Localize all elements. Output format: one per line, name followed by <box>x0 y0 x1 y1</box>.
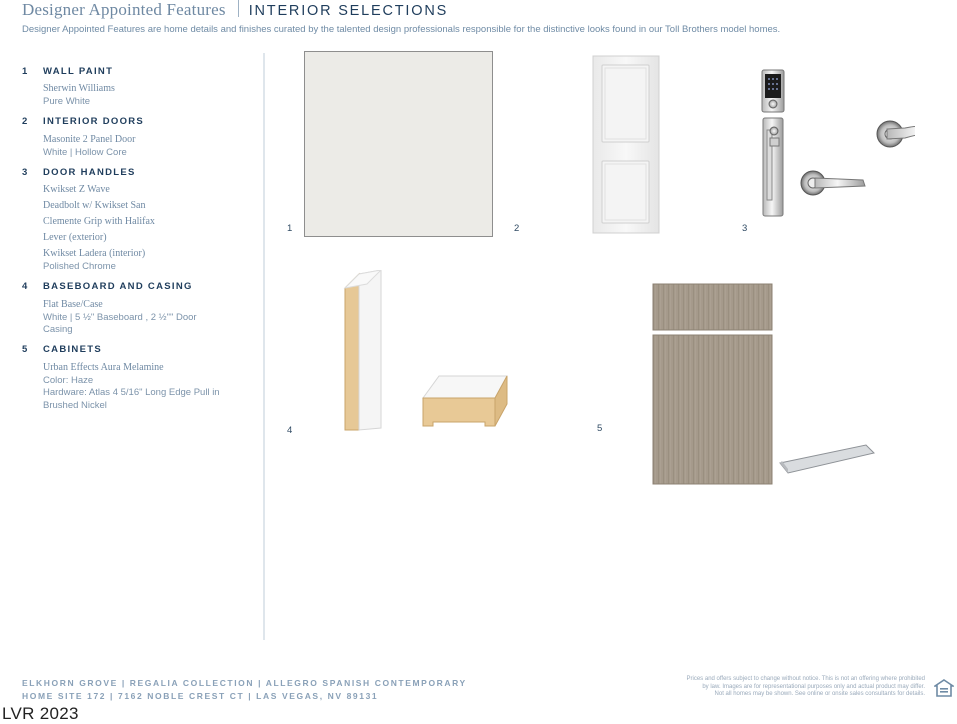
disclaimer-line: by law. Images are for representational purposes only and actual product may differ. <box>702 683 925 690</box>
column-divider <box>263 53 265 640</box>
product-name: Lever (exterior) <box>43 232 107 243</box>
product-detail: Pure White <box>43 96 90 107</box>
product-detail: Polished Chrome <box>43 261 116 272</box>
product-detail: Brushed Nickel <box>43 399 107 411</box>
wall-paint-swatch <box>304 51 494 238</box>
baseboard-casing-image <box>343 270 513 438</box>
door-handles-image <box>755 68 915 220</box>
section-title: CABINETS <box>43 344 102 355</box>
product-name: Deadbolt w/ Kwikset San <box>43 200 146 211</box>
product-name: Kwikset Ladera (interior) <box>43 248 146 259</box>
section-cabinets <box>22 341 257 413</box>
section-number: 1 <box>22 65 29 77</box>
swatch-number-1: 1 <box>287 223 293 234</box>
disclaimer-line: Prices and offers subject to change without notice. This is not an offering where prohibited <box>686 676 925 682</box>
page-subtitle: INTERIOR SELECTIONS <box>248 3 449 19</box>
section-title: WALL PAINT <box>43 65 114 77</box>
product-name: Kwikset Z Wave <box>43 184 110 195</box>
section-number: 3 <box>22 166 29 178</box>
intro-text: Designer Appointed Features are home details and finishes curated by the talented design professionals responsible for the distinctive looks found in our Toll Brothers model homes. <box>22 24 781 35</box>
swatch-number-3: 3 <box>742 223 748 234</box>
equal-housing-icon <box>934 678 954 698</box>
product-name: Masonite 2 Panel Door <box>43 133 136 145</box>
section-title: BASEBOARD AND CASING <box>43 281 193 292</box>
section-number: 2 <box>22 116 29 127</box>
selection-list <box>22 62 257 416</box>
swatch-number-2: 2 <box>514 223 520 234</box>
disclaimer-line: Not all homes may be shown. See online or onsite sales consultants for details. <box>714 691 925 697</box>
watermark: LVR 2023 <box>2 704 79 723</box>
product-detail: Hardware: Atlas 4 5/16" Long Edge Pull in <box>43 387 220 398</box>
cabinet-image <box>652 283 880 487</box>
product-detail: White | 5 ½" Baseboard , 2 ½"" Door <box>43 311 197 323</box>
page-header <box>22 0 448 22</box>
section-interior-doors <box>22 113 257 160</box>
section-title: DOOR HANDLES <box>43 166 136 178</box>
section-door-handles <box>22 163 257 274</box>
interior-door-image <box>592 55 660 235</box>
product-detail: Color: Haze <box>43 374 94 386</box>
section-wall-paint <box>22 62 257 109</box>
product-name: Clemente Grip with Halifax <box>43 216 155 227</box>
title-divider <box>238 0 239 17</box>
page-title: Designer Appointed Features <box>22 0 226 19</box>
community-line: ELKHORN GROVE | REGALIA COLLECTION | ALLEGRO SPANISH CONTEMPORARY <box>22 678 467 688</box>
section-number: 5 <box>22 344 29 355</box>
swatch-number-4: 4 <box>287 425 293 436</box>
product-detail: Casing <box>43 324 73 335</box>
product-detail: White | Hollow Core <box>43 146 127 158</box>
section-title: INTERIOR DOORS <box>43 116 145 127</box>
disclaimer <box>605 676 925 699</box>
swatch-number-5: 5 <box>597 423 603 434</box>
product-name: Urban Effects Aura Melamine <box>43 361 164 373</box>
home-site-line: HOME SITE 172 | 7162 NOBLE CREST CT | LAS VEGAS, NV 89131 <box>22 691 379 701</box>
section-number: 4 <box>22 281 29 292</box>
product-name: Flat Base/Case <box>43 298 103 310</box>
section-baseboard-casing <box>22 278 257 337</box>
product-name: Sherwin Williams <box>43 83 115 94</box>
